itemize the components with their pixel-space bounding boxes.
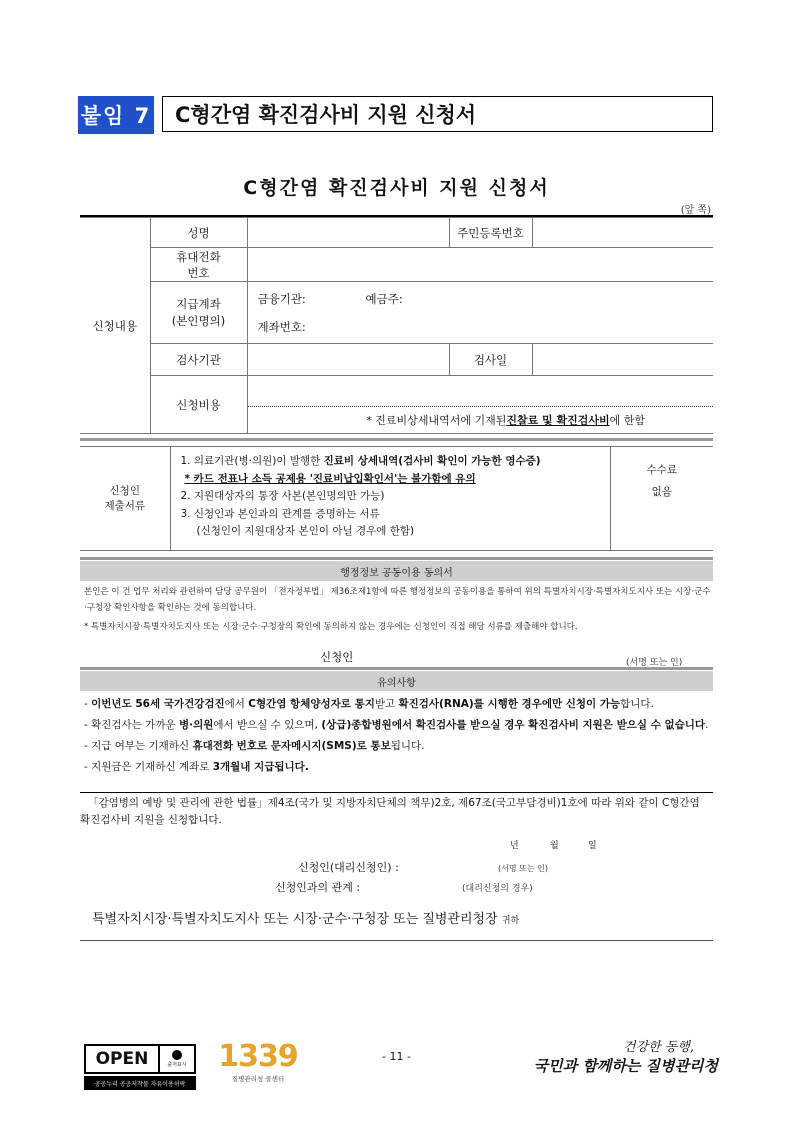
- open-license-sub: 공공누리 공공저작물 자유이용허락: [84, 1076, 196, 1090]
- document-item-1-text: 1. 의료기관(병·의원)이 발행한: [180, 455, 324, 467]
- account-label-line2: (본인명의): [171, 313, 226, 328]
- attribution-tag: 출처표시: [167, 1062, 187, 1068]
- date-month: 월: [550, 841, 559, 851]
- notice-1-b: 이번년도 56세 국가건강검진: [91, 698, 225, 710]
- notice-2-c: 에서 받으실 수 있으며,: [213, 719, 322, 731]
- cost-note-pre: * 진료비상세내역서에 기재된: [366, 414, 507, 427]
- cost-field[interactable]: [247, 376, 713, 434]
- name-label: 성명: [150, 218, 247, 248]
- fee-label: 수수료: [646, 464, 677, 476]
- notice-bottom-rule: [80, 792, 713, 793]
- notice-item-1: [84, 694, 714, 715]
- section-divider: [80, 438, 713, 441]
- bank-label: 금융기관:: [257, 291, 306, 306]
- cost-note-post: 에 한함: [609, 414, 645, 427]
- account-number-label: 계좌번호:: [257, 319, 306, 334]
- notice-2-b: 병·의원: [178, 719, 214, 731]
- addressee: [92, 908, 519, 927]
- documents-label: [80, 447, 170, 551]
- fee-value: 없음: [651, 486, 672, 498]
- slogan: [528, 1036, 718, 1076]
- notice-1-f: 확진검사(RNA)를 시행한 경우에만 신청이 가능: [398, 698, 621, 710]
- phone-label-line1: 휴대전화: [176, 249, 221, 264]
- consent-note: * 특별자치시장·특별자치도지사 또는 시장·군수·구청장의 확인에 동의하지 않는 경우에는 신청인이 직접 해당 서류를 제출해야 합니다.: [84, 622, 578, 632]
- document-item-1-note: * 카드 전표나 소득 공제용 '진료비납입확인서'는 불가함에 유의: [184, 472, 476, 485]
- account-field[interactable]: [247, 282, 713, 344]
- notice-1-d: C형간염 항체양성자로 통지: [248, 698, 375, 710]
- section-label-application: 신청내용: [80, 218, 150, 434]
- declaration-applicant-label: 신청인(대리신청인) :: [298, 861, 399, 874]
- consent-sign-label: (서명 또는 인): [626, 658, 683, 668]
- documents-label-line1: 신청인: [109, 484, 140, 497]
- relation-label: 신청인과의 관계 :: [275, 881, 361, 894]
- test-date-label: 검사일: [449, 344, 532, 376]
- addressee-text: 특별자치시장·특별자치도지사 또는 시장·군수·구청장 또는 질병관리청장: [92, 912, 498, 927]
- rrn-label: 주민등록번호: [449, 218, 532, 248]
- notice-3-a: - 지급 여부는 기재하신: [84, 740, 193, 752]
- notice-4-b: 3개월내 지급됩니다.: [212, 761, 309, 773]
- phone-field[interactable]: [247, 248, 713, 282]
- test-date-field[interactable]: [532, 344, 713, 376]
- notice-2-d: (상급)종합병원에서 확진검사를 받으실 경우 확진검사비 지원은 받으실 수 없습니다: [321, 719, 706, 731]
- notice-3-c: 됩니다.: [390, 740, 425, 752]
- notice-2-a: - 확진검사는 가까운: [84, 719, 179, 731]
- declaration-sign-label: (서명 또는 인): [498, 864, 548, 873]
- phone-label: [150, 248, 247, 282]
- name-field[interactable]: [247, 218, 449, 248]
- hotline-digits: 1339: [218, 1039, 298, 1074]
- notice-item-2: [84, 715, 714, 736]
- notice-3-b: 휴대전화 번호로 문자메시지(SMS)로 통보: [192, 740, 391, 752]
- document-item-1: [181, 453, 604, 471]
- page-number: - 11 -: [382, 1050, 411, 1063]
- slogan-line1: 건강한 동행,: [622, 1040, 694, 1055]
- slogan-line2: 국민과 함께하는 질병관리청: [533, 1057, 718, 1075]
- notice-band: 유의사항: [80, 671, 713, 691]
- documents-table: [80, 446, 713, 551]
- consent-applicant-label: 신청인: [320, 650, 354, 664]
- date-day: 일: [588, 841, 597, 851]
- attachment-badge: 붙임 7: [78, 96, 154, 134]
- header-title: C형간염 확진검사비 지원 신청서: [162, 96, 713, 132]
- bottom-rule: [80, 940, 713, 941]
- rrn-field[interactable]: [532, 218, 713, 248]
- notice-1-a: -: [84, 698, 92, 710]
- addressee-suffix: 귀하: [501, 916, 520, 926]
- account-label: [150, 282, 247, 344]
- date-year: 년: [510, 841, 519, 851]
- consent-text: 본인은 이 건 업무 처리와 관련하여 담당 공무원이 「전자정부법」 제36조제1항에 따른 행정정보의 공동이용을 통하여 위의 특별자치시장·특별자치도지사 또는 시장·군수·구청장 확인사항을 확인하는 것에 동의합니다.: [84, 587, 711, 613]
- declaration-text: 「감염병의 예방 및 관리에 관한 법률」제4조(국가 및 지방자치단체의 책무)2호, 제67조(국고부담경비)1호에 따라 위와 같이 C형간염 확진검사비 지원을 신청합니다.: [80, 797, 700, 826]
- hotline-sub: 질병관리청 콜센터: [231, 1075, 285, 1083]
- document-item-1-bold: 진료비 상세내역(검사비 확인이 가능한 영수증): [323, 455, 541, 467]
- notice-1-g: 합니다.: [620, 698, 654, 710]
- notice-1-c: 에서: [224, 698, 249, 710]
- application-table: [80, 217, 713, 434]
- lab-field[interactable]: [247, 344, 449, 376]
- notice-item-3: [84, 736, 714, 757]
- open-license-text: OPEN: [95, 1049, 149, 1069]
- document-item-3: 3. 신청인과 본인과의 관계를 증명하는 서류: [180, 507, 380, 520]
- notice-list: [84, 694, 714, 778]
- notice-4-a: - 지원금은 기재하신 계좌로: [84, 761, 213, 773]
- holder-label: 예금주:: [365, 291, 403, 306]
- document-item-2: 2. 지원대상자의 통장 사본(본인명의만 가능): [180, 490, 385, 502]
- consent-top-rule: [80, 557, 713, 560]
- cost-note-bold: 진찰료 및 확진검사비: [506, 414, 610, 427]
- proxy-label: (대리신청의 경우): [462, 884, 533, 894]
- lab-label: 검사기관: [150, 344, 247, 376]
- documents-list: [170, 447, 610, 551]
- document-item-3-note: (신청인이 지원대상자 본인이 아닐 경우에 한함): [196, 525, 415, 537]
- cost-note: [248, 407, 714, 433]
- fee-cell: [610, 447, 713, 551]
- cost-label: 신청비용: [150, 376, 247, 434]
- front-page-label: (앞 쪽): [680, 205, 711, 216]
- notice-item-4: [84, 757, 714, 778]
- consent-band: 행정정보 공동이용 동의서: [80, 561, 713, 581]
- notice-2-e: .: [705, 719, 709, 731]
- document-title: C형간염 확진검사비 지원 신청서: [243, 177, 550, 199]
- documents-label-line2: 제출서류: [104, 499, 146, 512]
- account-label-line1: 지급계좌: [176, 296, 221, 311]
- phone-label-line2: 번호: [187, 265, 210, 280]
- notice-1-e: 받고: [374, 698, 399, 710]
- notice-top-rule: [80, 667, 713, 670]
